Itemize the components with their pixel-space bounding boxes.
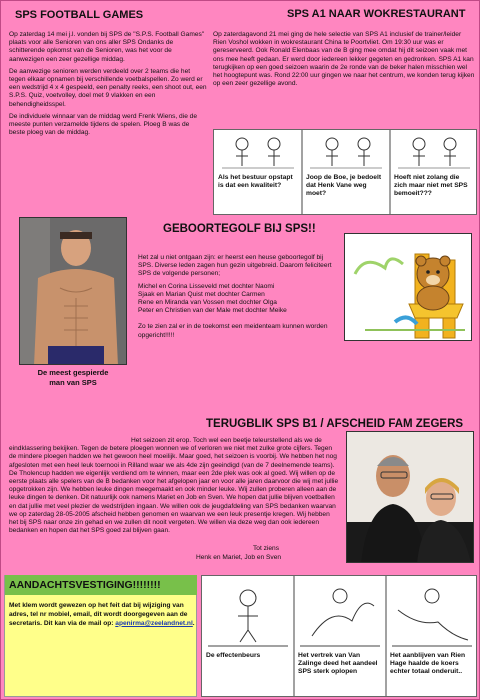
geboorte-heading: GEBOORTEGOLF BIJ SPS!! xyxy=(163,223,316,235)
geboorte-list-item-3: Rene en Miranda van Vossen met dochter Olga xyxy=(138,299,277,307)
top-cartoon-caption-2: Joop de Boe, je bedoelt dat Henk Vane weg moet? xyxy=(306,174,388,198)
aandacht-heading: AANDACHTSVESTIGING!!!!!!!! xyxy=(5,575,197,595)
muscle-man-caption xyxy=(19,368,127,387)
geboorte-list-item-1: Michel en Corina Lisseveld met dochter Naomi xyxy=(138,282,275,290)
muscle-man-caption-line-2: man van SPS xyxy=(49,377,97,387)
top-cartoon-caption-3: Hoeft niet zolang die zich maar niet met SPS bemoeit??? xyxy=(394,174,474,198)
terugblik-signature: Henk en Mariet, Job en Sven xyxy=(196,554,282,561)
geboorte-list-item-2: Sjaak en Marian Quist met dochter Carmen xyxy=(138,290,265,298)
muscle-man-photo xyxy=(19,217,127,365)
couple-illustration xyxy=(347,432,474,563)
aandacht-body: Met klem wordt gewezen op het feit dat bij wijziging van adres, tel nr mobiel, email, dit wordt doorgegeven aan de secretaris. Dit kan via de mail op: xyxy=(9,602,188,627)
aandacht-text xyxy=(9,602,195,628)
bottom-cartoon-caption-1: De effectenbeurs xyxy=(206,652,292,660)
football-heading: SPS FOOTBALL GAMES xyxy=(15,9,144,21)
couple-photo xyxy=(346,431,474,563)
football-article xyxy=(9,31,207,141)
geboorte-article xyxy=(138,254,334,344)
terugblik-heading: TERUGBLIK SPS B1 / AFSCHEID FAM ZEGERS xyxy=(206,418,464,430)
top-cartoon-drawing xyxy=(214,130,477,215)
top-cartoon-strip xyxy=(213,129,477,215)
football-paragraph-3: De individuele winnaar van de middag werd Frenk Wiens, die de meeste punten verzamelde tijdens de spelen. Ploeg B was de beste ploeg van de middag. xyxy=(9,112,198,137)
a1-heading: SPS A1 NAAR WOKRESTAURANT xyxy=(287,8,466,20)
baby-bear-illustration xyxy=(345,234,472,341)
muscle-man-caption-line-1: De meest gespierde xyxy=(37,368,109,377)
muscle-man-illustration xyxy=(20,218,127,365)
bottom-cartoon-caption-2: Het vertrek van Van Zalinge deed het aandeel SPS sterk oplopen xyxy=(298,652,384,676)
bottom-cartoon-drawing xyxy=(202,576,477,697)
bottom-cartoon-caption-3: Het aanblijven van Rien Hage haalde de koers echter totaal onderuit.. xyxy=(390,652,474,676)
a1-article: Op zaterdagavond 21 mei ging de hele selectie van SPS A1 inclusief de trainer/leider Rien Voshol wokken in wokrestaurant China te Poortvliet. Om 19:30 uur was er gereserveerd. Ook Ronald Elenbaas van de B ging mee omdat hij dit seizoen vaak met ons mee heeft gedaan. Er werd door iedereen lekker gegeten en gedronken. SPS A1 kan terugkijken op een goed seizoen waarin de 2e ronde van de beker halen misschien wel het hoogtepunt was. Rond 22:00 uur gingen we naar het centrum, we konden terug kijken op een zeer gezellige avond. xyxy=(213,31,475,88)
terugblik-article: Het seizoen zit erop. Toch wel een beetje teleurstellend als we de eindklassering bekijken. Tegen de betere ploegen wonnen we of verloren we niet met zulke grote cijfers. Tegen de mindere ploegen hadden we het gewoon heel moeilijk. Maar goed, het seizoen is voorbij. We hebben het nog afgesloten met een heel leuk toernooi in Rilland waar we als 4de zijn geeindigd (van de 7 deelnemende teams). De Tholencup hadden we eigenlijk verdiend om te winnen, maar een 2de plek was ook al goed. Wij willen op de eerste plaats alle spelers van de B bedanken voor het afgelopen jaar en voor alle jaren daarvoor die wij met jullie opgetrokken zijn. We hebben leuke dingen meegemaakt en ook minder leuke. Wij zullen proberen alleen aan de leuke dingen te denken. Dit natuurlijk ook namens Mariet en Job en Sven. We hopen dat jullie blijven voetballen en dat jullie met veel plezier de wedstrijden ingaan. We willen ook de jeugdafdeling van SPS bedanken waarvan we op zaterdag 28-05-2005 afscheid hebben genomen en waarvan we een leuk presentje kregen. Wij hebben het bij SPS naar onze zin gehad en we zullen dit nooit vergeten. We willen via deze weg dan ook iedereen bedanken en hopen dat het SPS goed zal blijven gaan. xyxy=(9,437,339,535)
baby-bear-cartoon xyxy=(344,233,472,341)
top-cartoon-caption-1: Als het bestuur opstapt is dat een kwaliteit? xyxy=(218,174,300,190)
aandacht-end: . xyxy=(192,619,195,627)
geboorte-intro: Het zal u niet ontgaan zijn: er heerst een heuse geboortegolf bij SPS. Diverse leden zagen hun gezin uitgebreid. Daarom feliciteert SPS de volgende personen; xyxy=(138,254,332,278)
football-paragraph-2: De aanwezige senioren werden verdeeld over 2 teams die het tegen elkaar opnamen bij verschillende voetbalspellen. Zo werd er een wedstrijd 4 x 4 gespeeld, een penalty reeks, een shoot out, een S.P.S. Quiz, voetvolley, doel met 9 vlakken en een behendigheidsspel. xyxy=(9,67,207,108)
football-paragraph-1: Op zaterdag 14 mei j.l. vonden bij SPS de "S.P.S. Football Games" plaats voor alle Senioren van ons aller SPS Ondanks de schitterende opkomst van de Senioren, was het voor de aanwezigen een zeer gezellige middag. xyxy=(9,31,205,63)
geboorte-closing: Zo te zien zal er in de toekomst een meidenteam kunnen worden opgericht!!!!! xyxy=(138,323,328,339)
terugblik-tot-ziens: Tot ziens xyxy=(253,545,280,552)
bottom-cartoon-strip xyxy=(201,575,477,697)
geboorte-list-item-4: Peter en Christien van der Male met dochter Meike xyxy=(138,307,287,315)
aandacht-email-link[interactable]: apenirma@zeelandnet.nl xyxy=(115,619,193,627)
